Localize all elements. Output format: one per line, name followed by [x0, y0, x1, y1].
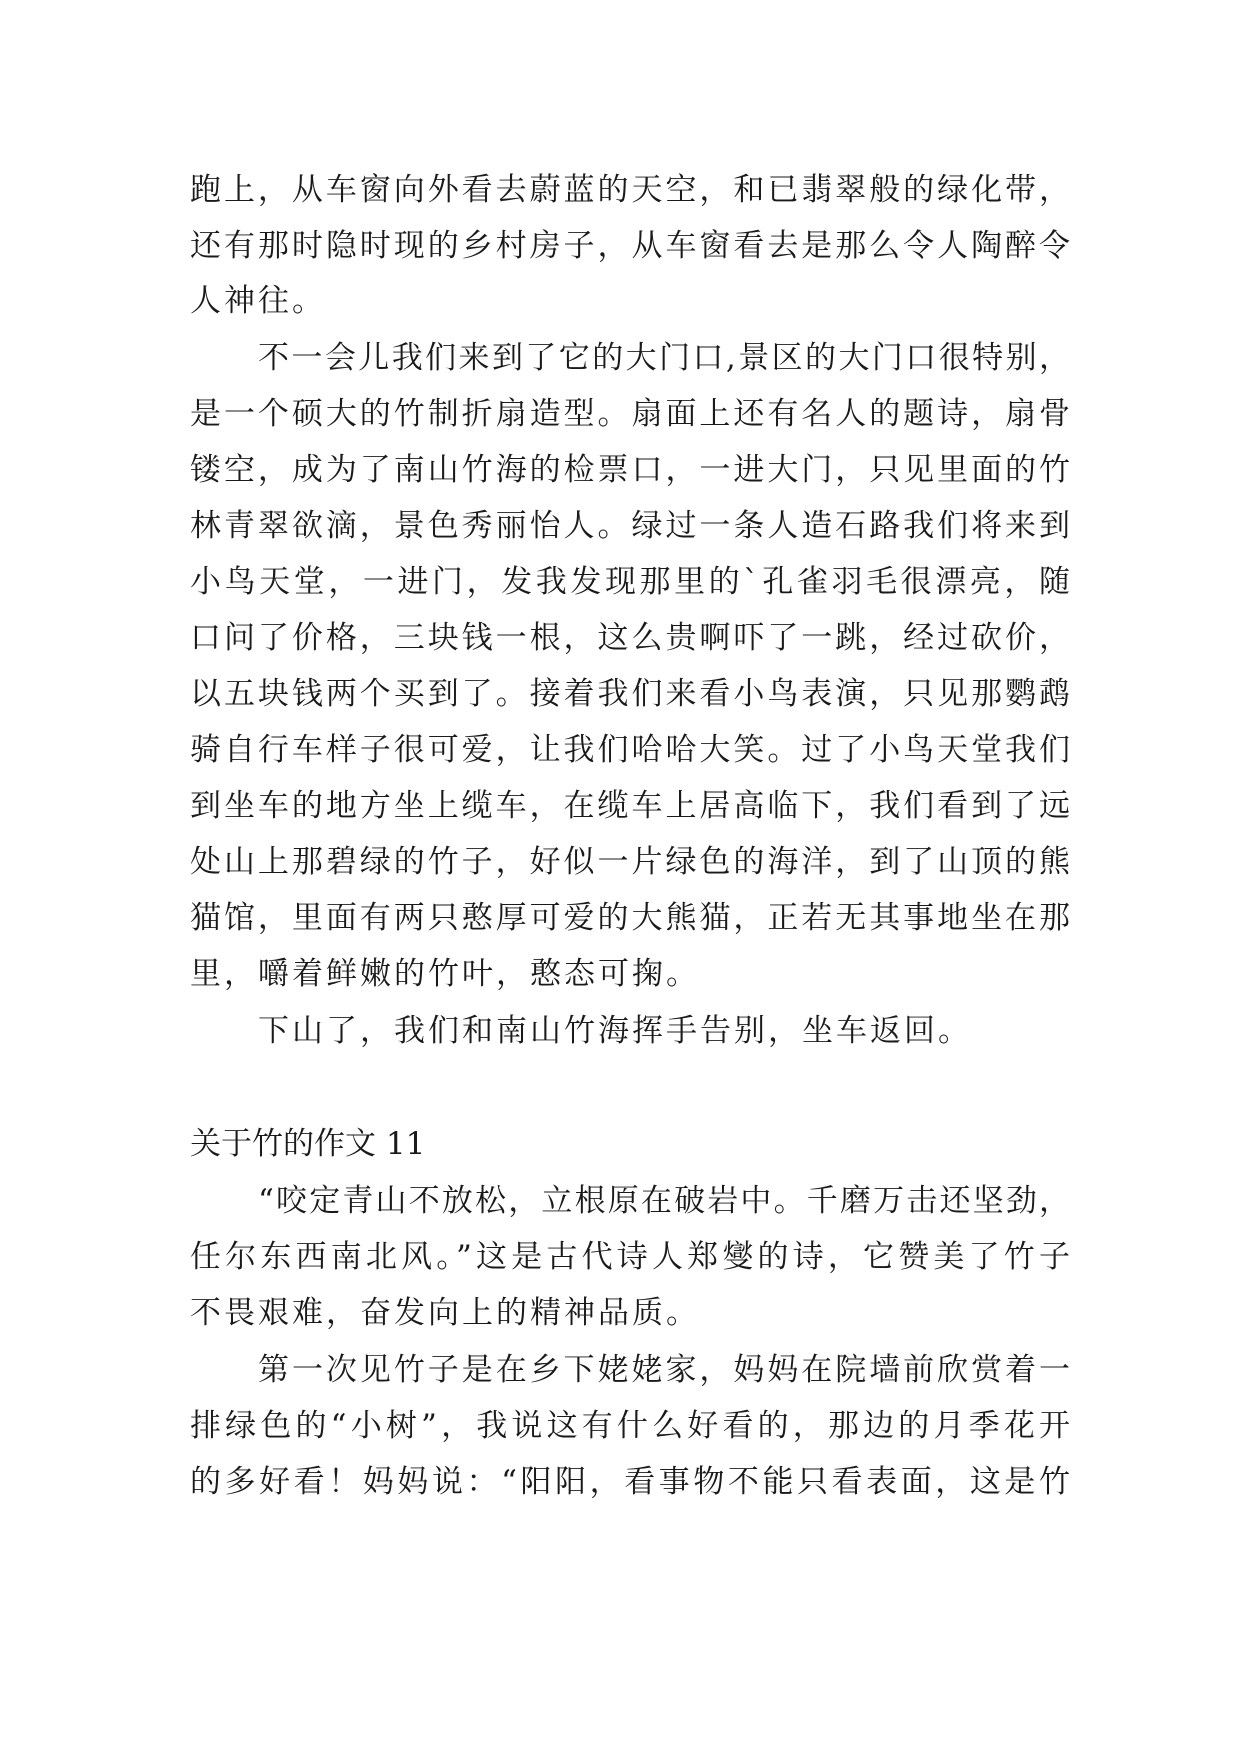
text-line: 到坐车的地方坐上缆车，在缆车上居高临下，我们看到了远	[190, 788, 1070, 824]
text-line: 林青翠欲滴，景色秀丽怡人。绿过一条人造石路我们将来到	[190, 508, 1070, 544]
text-line: 排绿色的“小树”，我说这有什么好看的，那边的月季花开	[190, 1408, 1070, 1444]
text-line: 跑上，从车窗向外看去蔚蓝的天空，和已翡翠般的绿化带，	[190, 172, 1070, 208]
text-line: 人神往。	[190, 283, 326, 319]
text-line: 猫馆，里面有两只憨厚可爱的大熊猫，正若无其事地坐在那	[190, 900, 1070, 936]
text-line: 口问了价格，三块钱一根，这么贵啊吓了一跳，经过砍价，	[190, 620, 1070, 656]
text-line: 任尔东西南北风。”这是古代诗人郑燮的诗，它赞美了竹子	[190, 1239, 1070, 1275]
text-line: 以五块钱两个买到了。接着我们来看小鸟表演，只见那鹦鹉	[190, 676, 1070, 712]
text-line: 处山上那碧绿的竹子，好似一片绿色的海洋，到了山顶的熊	[190, 844, 1070, 880]
text-line: 镂空，成为了南山竹海的检票口，一进大门，只见里面的竹	[190, 452, 1070, 488]
text-line: 的多好看！妈妈说：“阳阳，看事物不能只看表面，这是竹	[190, 1464, 1070, 1500]
text-line: 还有那时隐时现的乡村房子，从车窗看去是那么令人陶醉令	[190, 228, 1070, 264]
text-line: 不畏艰难，奋发向上的精神品质。	[190, 1295, 700, 1331]
section-title: 关于竹的作文 11	[190, 1126, 426, 1162]
text-line: 骑自行车样子很可爱，让我们哈哈大笑。过了小鸟天堂我们	[190, 732, 1070, 768]
paragraph-first-line: 下山了，我们和南山竹海挥手告别，坐车返回。	[258, 1013, 972, 1049]
text-line: 里，嚼着鲜嫩的竹叶，憨态可掬。	[190, 956, 700, 992]
text-line: 小鸟天堂，一进门，发我发现那里的`孔雀羽毛很漂亮，随	[190, 564, 1070, 600]
paragraph-first-line: 不一会儿我们来到了它的大门口,景区的大门口很特别，	[258, 340, 1070, 376]
paragraph-first-line: “咬定青山不放松，立根原在破岩中。千磨万击还坚劲，	[258, 1183, 1070, 1219]
paragraph-first-line: 第一次见竹子是在乡下姥姥家，妈妈在院墙前欣赏着一	[258, 1352, 1070, 1388]
text-line: 是一个硕大的竹制折扇造型。扇面上还有名人的题诗，扇骨	[190, 396, 1070, 432]
